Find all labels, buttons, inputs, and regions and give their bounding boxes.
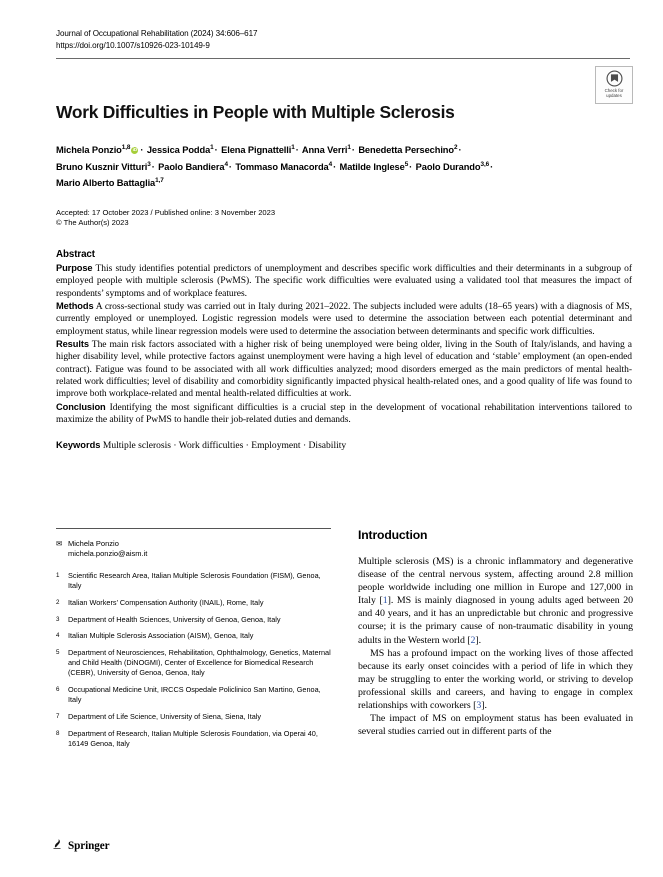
publisher-name: Springer <box>68 840 110 852</box>
affiliation-text: Department of Neurosciences, Rehabilitation, Ophthalmology, Genetics, Maternal and Child Health (DiNOGMI), Center of Excellence for Biomedical Research (CEBR), University of Genoa, Genoa, Italy <box>68 648 331 678</box>
abstract-results <box>56 338 632 401</box>
affiliation-text: Occupational Medicine Unit, IRCCS Ospedale Policlinico San Martino, Genoa, Italy <box>68 685 321 704</box>
affiliation-text: Department of Health Sciences, University of Genoa, Genoa, Italy <box>68 614 281 624</box>
corresponding-author-name: Michela Ponzio <box>68 539 119 548</box>
author-affil-marker: 3,6 <box>480 160 490 168</box>
keywords-label: Keywords <box>56 440 101 451</box>
affiliation-number: 6 <box>56 686 60 694</box>
correspondence-divider <box>56 528 331 529</box>
author-affil-marker: 4 <box>224 160 228 168</box>
intro-p1-part-b: ]. MS is mainly diagnosed in young adults aged between 20 and 40 years, and it has an unpredictable but chronic and progressive course; it is the primary cause of non-traumatic disability in young adults in the Western world [ <box>358 595 633 646</box>
journal-doi-line[interactable]: https://doi.org/10.1007/s10926-023-10149-9 <box>56 40 210 50</box>
introduction-paragraph-2 <box>358 647 633 712</box>
springer-horse-icon <box>52 837 64 855</box>
abstract-heading: Abstract <box>56 248 95 260</box>
abstract-conclusion-text: Identifying the most significant difficulties is a crucial step in the development of vocational rehabilitation interventions tailored to maximize the ability of PwMS to handle their job-related duties and demands. <box>56 401 632 425</box>
abstract-conclusion-label: Conclusion <box>56 401 106 412</box>
abstract-results-label: Results <box>56 338 89 349</box>
affiliation-text: Scientific Research Area, Italian Multiple Sclerosis Foundation (FISM), Genoa, Italy <box>68 570 321 590</box>
author-name: Paolo Durando <box>415 161 481 172</box>
lower-columns <box>56 528 633 756</box>
author-separator: · <box>409 161 413 172</box>
affiliation-item <box>56 615 331 625</box>
author-separator: · <box>228 161 232 172</box>
abstract-methods <box>56 300 632 338</box>
author-name: Paolo Bandiera <box>158 161 225 172</box>
correspondence-block <box>56 539 331 560</box>
publisher-logo <box>52 837 109 855</box>
affiliations-column <box>56 528 331 756</box>
citation-link[interactable]: 1 <box>382 595 388 607</box>
affiliation-item <box>56 648 331 678</box>
introduction-paragraph-3: The impact of MS on employment status has been evaluated in several studies carried out in different parts of the <box>358 713 633 738</box>
affiliation-item <box>56 571 331 591</box>
crossmark-label <box>605 88 624 98</box>
affiliation-text: Italian Multiple Sclerosis Association (AISM), Genoa, Italy <box>68 631 254 641</box>
check-for-updates-badge[interactable] <box>595 66 633 104</box>
introduction-column <box>358 528 633 756</box>
accepted-line: Accepted: 17 October 2023 / Published online: 3 November 2023 <box>56 207 276 217</box>
corresponding-author-email[interactable]: michela.ponzio@aism.it <box>68 549 148 559</box>
affiliation-item <box>56 631 331 641</box>
header-divider <box>56 58 630 59</box>
citation-link[interactable]: 3 <box>476 700 482 712</box>
author-name: Mario Alberto Battaglia <box>56 178 156 189</box>
affiliation-text: Italian Workers’ Compensation Authority (INAIL), Rome, Italy <box>68 597 264 607</box>
intro-p1-part-c: ]. <box>475 634 482 646</box>
affiliation-text: Department of Research, Italian Multiple Sclerosis Foundation, via Operai 40, 16149 Genoa, Italy <box>68 728 318 748</box>
affiliation-text: Department of Life Science, University of Siena, Siena, Italy <box>68 711 262 721</box>
crossmark-icon <box>606 70 623 87</box>
affiliation-number: 3 <box>56 615 60 623</box>
author-name: Anna Verri <box>301 145 348 156</box>
affiliation-item <box>56 685 331 705</box>
author-separator: · <box>295 145 299 156</box>
author-separator: · <box>140 145 144 156</box>
intro-p2-part-a: MS has a profound impact on the working lives of those affected because its early onset coincides with a period of life in which they may be struggling to enter the working world, or striving to develop professional skills and careers, and having to engage in complex relationships with coworkers [ <box>358 647 633 712</box>
affiliation-item <box>56 729 331 749</box>
affiliation-item <box>56 598 331 608</box>
intro-p1-part-a: Multiple sclerosis (MS) is a chronic inflammatory and degenerative disease of the central nervous system, affecting around 2.8 million people worldwide including one million in Europe and 127,000 in Italy [ <box>358 556 633 607</box>
author-name: Matilde Inglese <box>339 161 405 172</box>
affiliation-number: 8 <box>56 729 60 737</box>
affiliation-number: 4 <box>56 632 60 640</box>
abstract-methods-label: Methods <box>56 300 94 311</box>
author-separator: · <box>214 145 218 156</box>
abstract-purpose-text: This study identifies potential predictors of unemployment and describes specific work difficulties and their determinants in a subgroup of employed people with multiple sclerosis (PwMS). The specific work difficulties were evaluated using a validated tool that measures the impact of respondents’ symptoms and of workplace features. <box>56 262 632 299</box>
abstract-purpose <box>56 262 632 300</box>
author-separator: · <box>333 161 337 172</box>
author-name: Bruno Kusznir Vitturi <box>56 161 148 172</box>
envelope-icon: ✉ <box>56 539 63 548</box>
author-name: Elena Pignattelli <box>221 145 292 156</box>
crossmark-label-line2: updates <box>606 93 622 99</box>
author-name: Benedetta Persechino <box>358 145 454 156</box>
abstract-conclusion <box>56 401 632 427</box>
author-separator: · <box>151 161 155 172</box>
introduction-heading: Introduction <box>358 528 428 542</box>
author-affil-marker: 1 <box>347 144 351 152</box>
affiliation-number: 7 <box>56 712 60 720</box>
author-name: Jessica Podda <box>146 145 211 156</box>
author-affil-marker: 1,8 <box>121 144 131 152</box>
intro-p2-part-b: ]. <box>481 700 487 712</box>
author-separator: · <box>458 145 462 156</box>
author-affil-marker: 2 <box>453 144 458 152</box>
author-list <box>56 141 641 191</box>
author-affil-marker: 3 <box>147 160 151 168</box>
abstract-purpose-label: Purpose <box>56 262 93 273</box>
keywords-line <box>56 439 632 452</box>
page-title: Work Difficulties in People with Multiple Sclerosis <box>56 102 455 123</box>
publication-dates <box>56 208 630 229</box>
author-separator: · <box>351 145 355 156</box>
author-affil-marker: 4 <box>328 160 333 168</box>
copyright-line: © The Author(s) 2023 <box>56 218 129 228</box>
journal-header <box>56 28 630 51</box>
affiliation-number: 1 <box>56 571 60 579</box>
author-affil-marker: 5 <box>404 160 409 168</box>
journal-citation-line: Journal of Occupational Rehabilitation (2024) 34:606–617 <box>56 29 258 38</box>
abstract-results-text: The main risk factors associated with a higher risk of being unemployed were being older, living in the South of Italy/islands, and having a higher disability level, while protective factors against unemployment were having a high level of education and ‘stable’ employment (an open-ended contract). Fatigue was found to be associated with all work difficulties analyzed; mood disorders emerged as the main predictors of mental health-related work difficulties; level of disability and comorbidity significantly impacted physical health-related ones, and a good quality of life was found to improve both workplace-related and mental health-related difficulties at work. <box>56 338 632 400</box>
author-affil-marker: 1,7 <box>155 177 164 185</box>
abstract-section <box>56 249 632 453</box>
author-affil-marker: 1 <box>291 144 295 152</box>
author-separator: · <box>490 161 494 172</box>
author-name: Tommaso Manacorda <box>235 161 329 172</box>
crossmark-label-line1: Check for <box>604 88 624 93</box>
abstract-methods-text: A cross-sectional study was carried out in Italy during 2021–2022. The subjects included were adults (18–65 years) with a diagnosis of MS, currently employed or unemployed. Logistic regression models were used to determine the association between each potential determinant and employment status, while linear regression models were used to determine the association between determinants and specific work difficulties. <box>56 300 633 337</box>
orcid-icon[interactable] <box>131 147 138 154</box>
introduction-paragraph-1 <box>358 555 633 647</box>
author-name: Michela Ponzio <box>56 145 122 156</box>
affiliation-item <box>56 712 331 722</box>
citation-link[interactable]: 2 <box>470 634 476 646</box>
keywords-text: Multiple sclerosis · Work difficulties · Employment · Disability <box>102 440 347 452</box>
affiliation-number: 5 <box>56 649 60 657</box>
author-affil-marker: 1 <box>210 144 214 152</box>
affiliation-number: 2 <box>56 598 60 606</box>
